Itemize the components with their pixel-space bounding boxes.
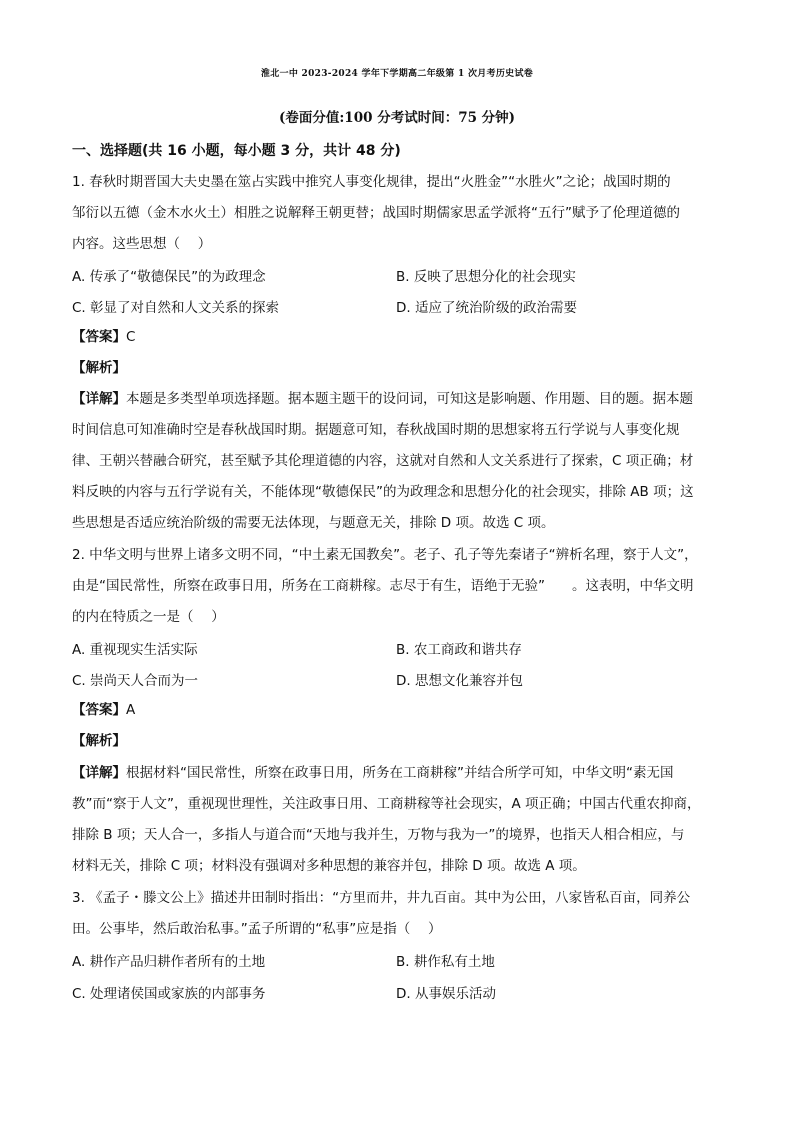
answer-label: 【答案】 xyxy=(72,329,126,345)
question-1-detail-line-4: 料反映的内容与五行学说有关，不能体现“敬德保民”的为政理念和思想分化的社会现实，排除 AB 项；这 xyxy=(72,484,694,500)
question-3-option-c: C. 处理诸侯国或家族的内部事务 xyxy=(72,986,266,1002)
question-2-option-d: D. 思想文化兼容并包 xyxy=(396,673,523,689)
question-1-detail-line-5: 些思想是否适应统治阶级的需要无法体现，与题意无关，排除 D 项。故选 C 项。 xyxy=(72,515,555,531)
question-2-detail-line-4: 材料无关，排除 C 项；材料没有强调对多种思想的兼容并包，排除 D 项。故选 A 项。 xyxy=(72,858,586,874)
question-2-detail-line-3: 排除 B 项；天人合一，多指人与道合而“天地与我并生，万物与我为一”的境界，也指天人相合相应，与 xyxy=(72,827,685,843)
question-2-answer xyxy=(72,700,135,720)
exam-subtitle: (卷面分值:100 分考试时间：75 分钟) xyxy=(278,110,516,126)
question-3-stem-line-2: 田。公事毕，然后敢治私事。”孟子所谓的“私事”应是指（ ） xyxy=(72,921,442,937)
analysis-label: 【解析】 xyxy=(72,733,126,749)
answer-value: C xyxy=(126,329,136,345)
question-2-stem-line-3: 的内在特质之一是（ ） xyxy=(72,609,225,625)
question-2-stem-line-2: 由是“国民常性，所察在政事日用，所务在工商耕稼。志尽于有生，语绝于无验” 。这表明，中华文明 xyxy=(72,578,694,594)
question-3-option-b: B. 耕作私有土地 xyxy=(396,954,495,970)
question-2-detail-line-1 xyxy=(72,763,673,783)
question-1-stem-line-1: 1. 春秋时期晋国大夫史墨在筮占实践中推究人事变化规律，提出“火胜金”“水胜火”之论；战国时期的 xyxy=(72,174,671,190)
question-1-stem-line-3: 内容。这些思想（ ） xyxy=(72,236,212,252)
question-1-detail-line-2: 时间信息可知准确时空是春秋战国时期。据题意可知，春秋战国时期的思想家将五行学说与人事变化规 xyxy=(72,422,680,438)
question-1-stem-line-2: 邹衍以五德（金木水火土）相胜之说解释王朝更替；战国时期儒家思孟学派将“五行”赋予了伦理道德的 xyxy=(72,205,680,221)
question-1-detail-line-1 xyxy=(72,389,693,409)
detail-text: 本题是多类型单项选择题。据本题主题干的设问词，可知这是影响题、作用题、目的题。据本题 xyxy=(126,391,693,407)
question-2-option-a: A. 重视现实生活实际 xyxy=(72,642,198,658)
question-2-stem-line-1: 2. 中华文明与世界上诸多文明不同，“中土素无国教矣”。老子、孔子等先秦诸子“辨析名理，察于人文”， xyxy=(72,547,698,563)
question-3-option-d: D. 从事娱乐活动 xyxy=(396,986,496,1002)
question-2-option-b: B. 农工商政和谐共存 xyxy=(396,642,522,658)
question-1-detail-line-3: 律、王朝兴替融合研究，甚至赋予其伦理道德的内容，这就对自然和人文关系进行了探索，C 项正确；材 xyxy=(72,453,694,469)
section-heading: 一、选择题(共 16 小题，每小题 3 分，共计 48 分) xyxy=(72,143,401,159)
analysis-label: 【解析】 xyxy=(72,360,126,376)
question-2-analysis-label xyxy=(72,731,126,751)
detail-text: 根据材料“国民常性，所察在政事日用，所务在工商耕稼”并结合所学可知，中华文明“素无国 xyxy=(126,765,674,781)
question-3-stem-line-1: 3. 《孟子・滕文公上》描述井田制时指出：“方里而井，井九百亩。其中为公田，八家皆私百亩，同养公 xyxy=(72,890,691,906)
question-1-option-c: C. 彰显了对自然和人文关系的探索 xyxy=(72,300,280,316)
question-1-answer xyxy=(72,327,135,347)
detail-label: 【详解】 xyxy=(72,765,126,781)
question-1-analysis-label xyxy=(72,358,126,378)
detail-label: 【详解】 xyxy=(72,391,126,407)
question-2-option-c: C. 崇尚天人合而为一 xyxy=(72,673,199,689)
question-2-detail-line-2: 教”而“察于人文”，重视现世理性，关注政事日用、工商耕稼等社会现实，A 项正确；中国古代重农抑商， xyxy=(72,796,701,812)
question-1-option-d: D. 适应了统治阶级的政治需要 xyxy=(396,300,577,316)
answer-value: A xyxy=(126,702,136,718)
answer-label: 【答案】 xyxy=(72,702,126,718)
question-1-option-a: A. 传承了“敬德保民”的为政理念 xyxy=(72,269,266,285)
exam-title: 淮北一中 2023-2024 学年下学期高二年级第 1 次月考历史试卷 xyxy=(260,69,534,79)
question-3-option-a: A. 耕作产品归耕作者所有的土地 xyxy=(72,954,266,970)
question-1-option-b: B. 反映了思想分化的社会现实 xyxy=(396,269,576,285)
